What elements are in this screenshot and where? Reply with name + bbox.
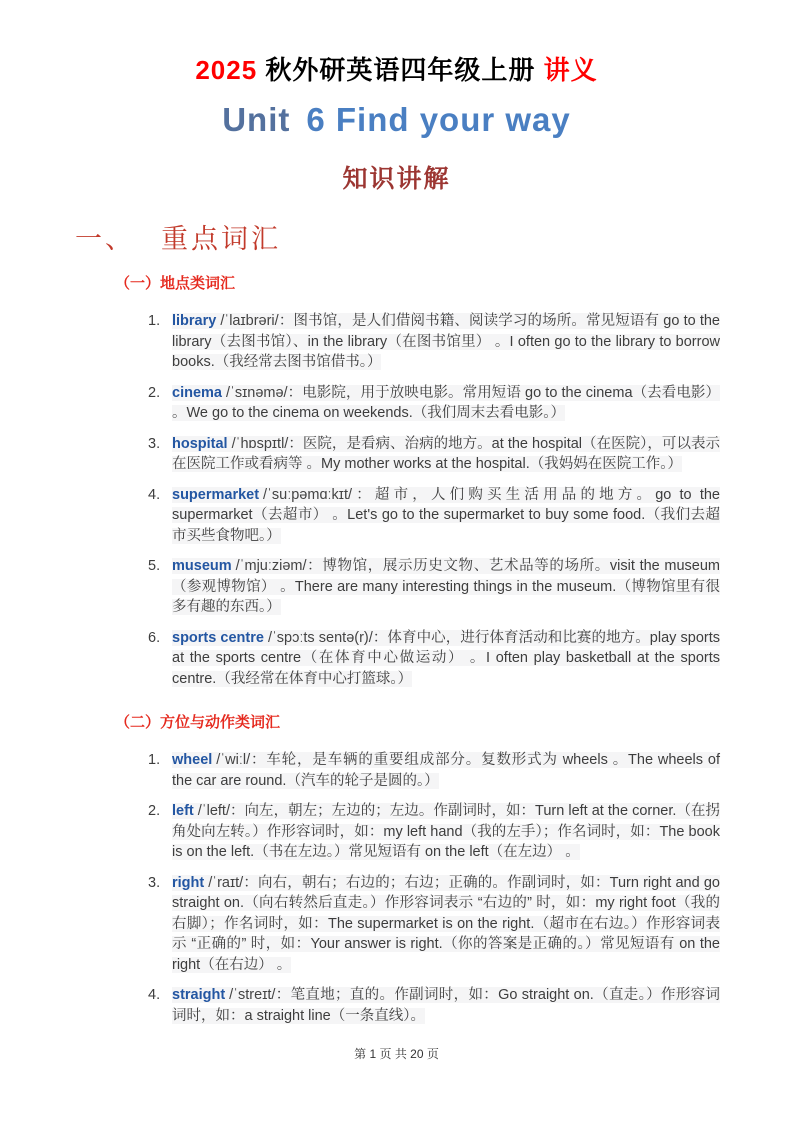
page-title-main: 秋外研英语四年级上册: [257, 55, 544, 85]
direction-vocab-list: [148, 750, 720, 1026]
vocab-item: [148, 750, 720, 791]
vocab-item-number: 2.: [148, 803, 161, 819]
vocab-phonetic: /ˈspɔːts sentə(r)/: [267, 629, 373, 646]
vocab-item-number: 1.: [148, 313, 161, 329]
vocab-item-text: [172, 311, 720, 373]
vocab-item: [148, 628, 720, 690]
heading-key-vocab-number: 一、: [75, 224, 135, 255]
vocab-word: hospital: [172, 435, 228, 452]
vocab-item: [148, 485, 720, 547]
vocab-item-text: [172, 556, 720, 618]
vocab-phonetic: /ˈsɪnəmə/: [225, 384, 288, 401]
vocab-definition: ：笔直地；直的。作副词时，如：Go straight on.（直走。）作形容词词时，如：a straight line（一条直线）。: [172, 987, 720, 1024]
vocab-item-text: [172, 383, 720, 424]
vocab-definition: ：车轮，是车辆的重要组成部分。复数形式为 wheels 。The wheels of the car are round.（汽车的轮子是圆的。）: [172, 752, 720, 789]
vocab-item-number: 2.: [148, 384, 161, 401]
vocab-item-number: 3.: [148, 435, 161, 452]
vocab-item: [148, 556, 720, 618]
vocab-word: supermarket: [172, 486, 260, 503]
vocab-word: straight: [172, 987, 226, 1003]
vocab-item-number: 6.: [148, 629, 161, 646]
vocab-word: sports centre: [172, 629, 264, 646]
vocab-item-number: 3.: [148, 874, 161, 891]
vocab-word: wheel: [172, 752, 213, 768]
page-title-suffix: 讲义: [543, 55, 598, 85]
page-title: [0, 0, 793, 87]
vocab-phonetic: /ˈsuːpəmɑːkɪt/: [263, 486, 353, 503]
vocab-item-text: [172, 750, 720, 791]
page-title-year: 2025: [195, 55, 258, 85]
vocab-phonetic: /ˈhɒspɪtl/: [231, 435, 289, 452]
vocab-definition: ：体育中心，进行体育活动和比赛的地方。play sports at the sports centre（在体育中心做运动） 。I often play basketball at the sports centre.（我经常在体育中心打篮球。）: [172, 629, 720, 687]
vocab-definition: ：医院，是看病、治病的地方。at the hospital（在医院），可以表示在医院工作或看病等 。My mother works at the hospital.（我妈妈在医院工作。）: [172, 435, 720, 472]
vocab-definition: ：图书馆，是人们借阅书籍、阅读学习的场所。常见短语有 go to the library（去图书馆）、in the library（在图书馆里） 。I often go to the library to borrow books.（我经常去图书馆借书。）: [172, 313, 720, 370]
vocab-item: [148, 801, 720, 863]
unit-title-word: Unit: [222, 101, 291, 138]
vocab-item-number: 4.: [148, 486, 161, 503]
vocab-definition: ：向右，朝右；右边的；右边；正确的。作副词时，如：Turn right and go straight on.（向右转然后直走。）作形容词表示 “右边的” 时，如：my right foot（我的右脚）；作名词时，如：The supermarket is on the right.（超市在右边。）作形容词表示 “正确的” 时，如：Your answer is right.（你的答案是正确的。）常见短语有 on the right（在右边） 。: [172, 874, 720, 973]
vocab-item: [148, 985, 720, 1026]
vocab-word: cinema: [172, 384, 222, 401]
vocab-item-text: [172, 801, 720, 863]
section-title: 知识讲解: [342, 164, 451, 193]
vocab-phonetic: /ˈleft/: [197, 803, 230, 819]
unit-title-rest: 6 Find your way: [306, 101, 571, 138]
vocab-item-text: [172, 628, 720, 690]
vocab-phonetic: /ˈraɪt/: [208, 874, 244, 891]
vocab-definition: ：电影院，用于放映电影。常用短语 go to the cinema（去看电影） 。We go to the cinema on weekends.（我们周末去看电影。）: [172, 384, 720, 421]
vocab-item: [148, 383, 720, 424]
vocab-item-number: 5.: [148, 558, 161, 574]
vocab-item-text: [172, 873, 720, 976]
vocab-phonetic: /ˈlaɪbrəri/: [220, 313, 279, 329]
heading-key-vocab: [75, 217, 793, 256]
subheading-place-vocab: （一）地点类词汇: [115, 275, 236, 292]
heading-key-vocab-label: 重点词汇: [161, 224, 281, 255]
vocab-item: [148, 434, 720, 475]
vocab-item-number: 1.: [148, 752, 161, 768]
vocab-word: left: [172, 803, 194, 819]
vocab-item-text: [172, 985, 720, 1026]
place-vocab-list: [148, 311, 720, 689]
vocab-definition: ：向左，朝左；左边的；左边。作副词时，如：Turn left at the corner.（在拐角处向左转。）作形容词时，如：my left hand（我的左手）；作名词时，如：The book is on the left.（书在左边。）常见短语有 on the left（在左边） 。: [172, 803, 720, 860]
unit-title: [0, 101, 793, 139]
vocab-word: library: [172, 313, 217, 329]
vocab-definition: ：超市，人们购买生活用品的地方。go to the supermarket（去超市） 。Let's go to the supermarket to buy some food.（我们去超市买些食物吧。）: [172, 486, 720, 544]
vocab-word: museum: [172, 558, 232, 574]
page-number: 第 1 页 共 20 页: [354, 1047, 439, 1061]
vocab-item-text: [172, 434, 720, 475]
vocab-phonetic: /ˈstreɪt/: [229, 987, 276, 1003]
subheading-direction-vocab: （二）方位与动作类词汇: [115, 714, 281, 731]
vocab-item: [148, 873, 720, 976]
vocab-word: right: [172, 874, 205, 891]
vocab-definition: ：博物馆，展示历史文物、艺术品等的场所。visit the museum（参观博物馆） 。There are many interesting things in the museum.（博物馆里有很多有趣的东西。）: [172, 558, 720, 615]
vocab-phonetic: /ˈmjuːziəm/: [235, 558, 307, 574]
vocab-phonetic: /ˈwiːl/: [216, 752, 251, 768]
vocab-item-number: 4.: [148, 987, 161, 1003]
vocab-item-text: [172, 485, 720, 547]
vocab-item: [148, 311, 720, 373]
